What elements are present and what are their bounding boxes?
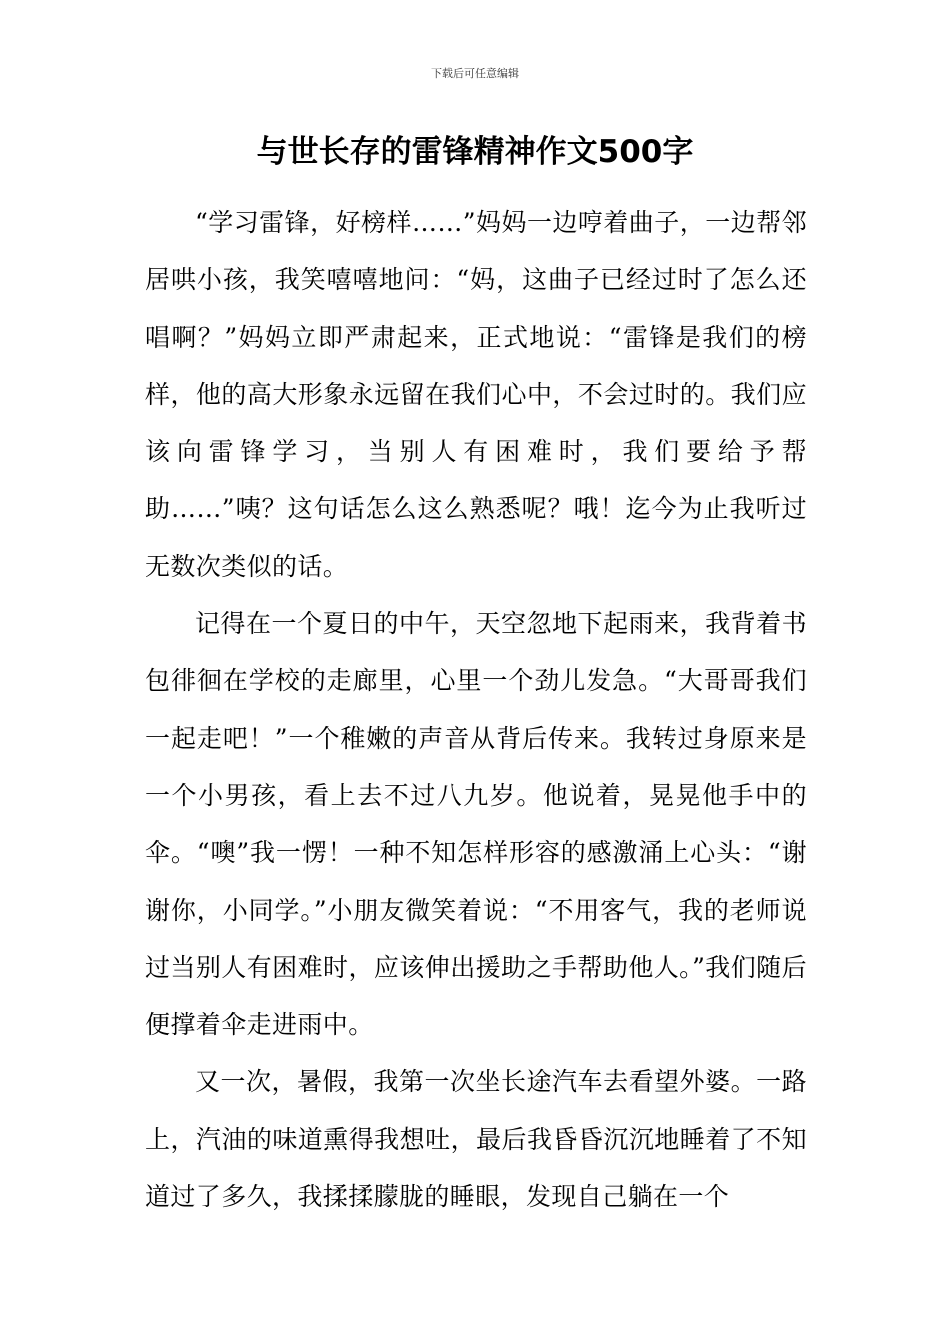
paragraph-1: “学习雷锋，好榜样……”妈妈一边哼着曲子，一边帮邻居哄小孩，我笑嘻嘻地问：“妈，这曲子已经过时了怎么还唱啊？”妈妈立即严肃起来，正式地说：“雷锋是我们的榜样，他的高大形象永远留在我们心中，不会过时的。我们应该向雷锋学习，当别人有困难时，我们要给予帮助……”咦？这句话怎么这么熟悉呢？哦！迄今为止我听过无数次类似的话。 <box>145 208 807 581</box>
document-body <box>145 194 807 1225</box>
paragraph-2: 记得在一个夏日的中午，天空忽地下起雨来，我背着书包徘徊在学校的走廊里，心里一个劲儿发急。“大哥哥我们一起走吧！”一个稚嫩的声音从背后传来。我转过身原来是一个小男孩，看上去不过八九岁。他说着，晃晃他手中的伞。“噢”我一愣！一种不知怎样形容的感激涌上心头：“谢谢你，小同学。”小朋友微笑着说：“不用客气，我的老师说过当别人有困难时，应该伸出援助之手帮助他人。”我们随后便撑着伞走进雨中。 <box>145 609 807 1040</box>
document-title: 与世长存的雷锋精神作文500字 <box>256 134 694 170</box>
paragraph-3: 又一次，暑假，我第一次坐长途汽车去看望外婆。一路上，汽油的味道熏得我想吐，最后我昏昏沉沉地睡着了不知道过了多久，我揉揉朦胧的睡眼，发现自己躺在一个 <box>145 1067 807 1212</box>
header-note: 下载后可任意编辑 <box>431 67 519 80</box>
